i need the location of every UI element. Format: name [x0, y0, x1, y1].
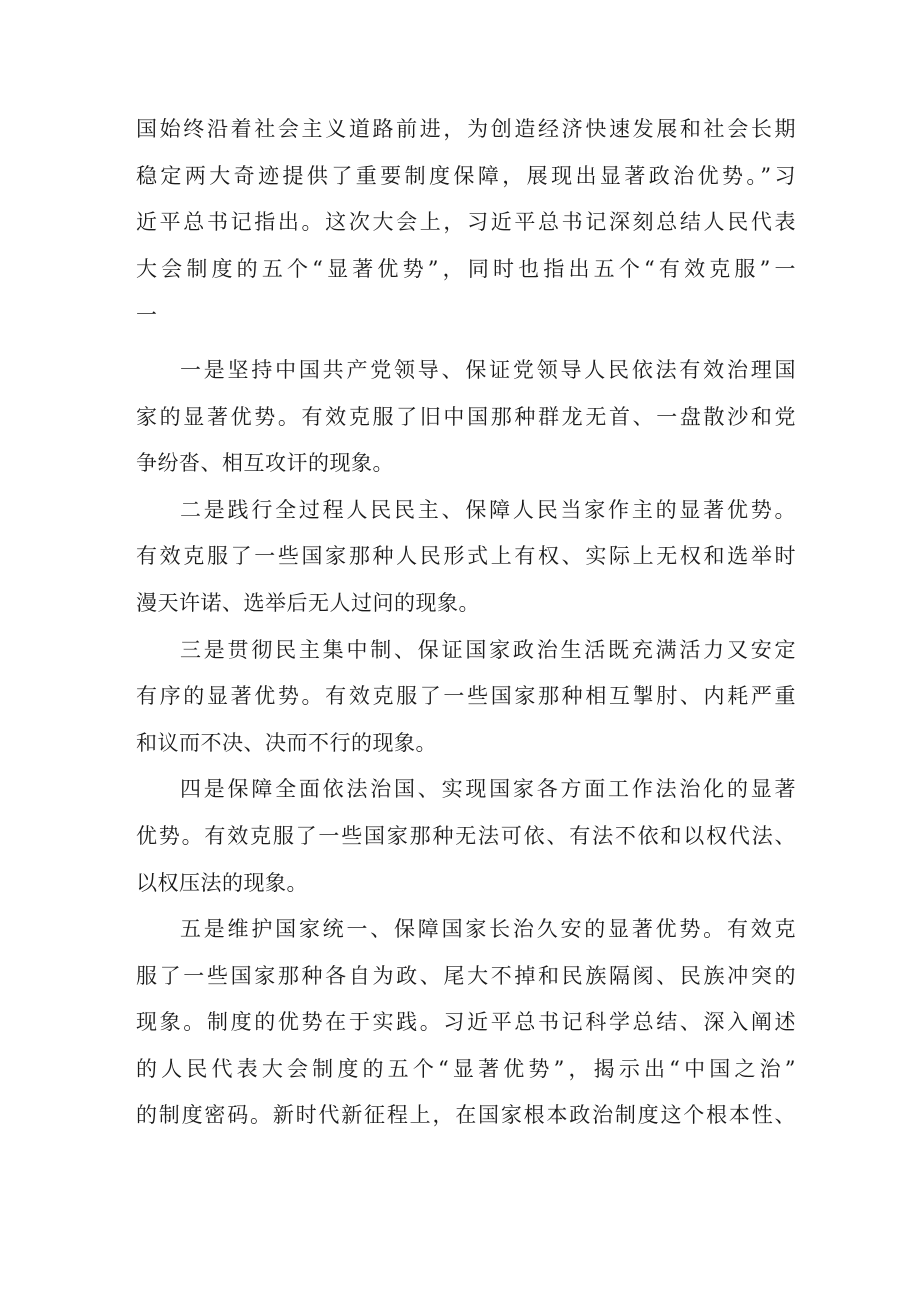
- text-line: 稳定两大奇迹提供了重要制度保障，展现出显著政治优势。”习: [136, 163, 796, 188]
- text-line: 的制度密码。新时代新征程上，在国家根本政治制度这个根本性、: [136, 1103, 796, 1128]
- text-line: 近平总书记指出。这次大会上，习近平总书记深刻总结人民代表: [136, 210, 796, 235]
- text-line: 国始终沿着社会主义道路前进，为创造经济快速发展和社会长期: [136, 117, 796, 141]
- paragraph-3: [136, 627, 796, 767]
- paragraph-intro: [136, 106, 796, 339]
- text-line: 家的显著优势。有效克服了旧中国那种群龙无首、一盘散沙和党: [136, 404, 796, 429]
- text-line: 一: [136, 303, 158, 328]
- text-line: 现象。制度的优势在于实践。习近平总书记科学总结、深入阐述: [136, 1010, 796, 1035]
- text-line: 漫天许诺、选举后无人过问的现象。: [136, 590, 480, 615]
- text-line: 以权压法的现象。: [136, 870, 308, 895]
- text-line: 有序的显著优势。有效克服了一些国家那种相互掣肘、内耗严重: [136, 684, 796, 709]
- text-line: 有效克服了一些国家那种人民形式上有权、实际上无权和选举时: [136, 544, 796, 569]
- text-line: 二是践行全过程人民民主、保障人民当家作主的显著优势。: [180, 497, 796, 522]
- body-text: [136, 106, 796, 1139]
- paragraph-1: [136, 347, 796, 487]
- text-line: 四是保障全面依法治国、实现国家各方面工作法治化的显著: [180, 777, 796, 802]
- paragraph-2: [136, 487, 796, 627]
- text-line: 的人民代表大会制度的五个“显著优势”，揭示出“中国之治”: [136, 1056, 796, 1081]
- text-line: 大会制度的五个“显著优势”，同时也指出五个“有效克服”一: [136, 256, 796, 281]
- paragraph-4: [136, 766, 796, 906]
- text-line: 争纷沓、相互攻讦的现象。: [136, 451, 394, 476]
- text-line: 三是贯彻民主集中制、保证国家政治生活既充满活力又安定: [180, 637, 796, 662]
- text-line: 和议而不决、决而不行的现象。: [136, 730, 437, 755]
- text-line: 五是维护国家统一、保障国家长治久安的显著优势。有效克: [180, 917, 796, 942]
- text-line: 一是坚持中国共产党领导、保证党领导人民依法有效治理国: [180, 357, 796, 382]
- paragraph-5: [136, 906, 796, 1139]
- text-line: 服了一些国家那种各自为政、尾大不掉和民族隔阂、民族冲突的: [136, 963, 796, 988]
- text-line: 优势。有效克服了一些国家那种无法可依、有法不依和以权代法、: [136, 823, 796, 848]
